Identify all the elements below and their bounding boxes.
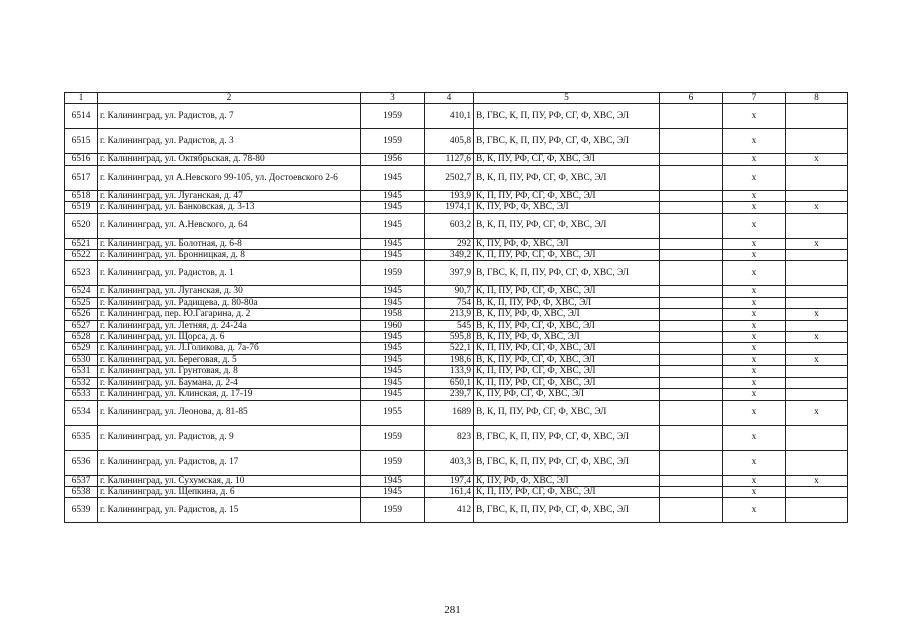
year-cell: 1945 (361, 250, 425, 261)
area-cell: 522,1 (425, 343, 474, 354)
column-7-mark: х (723, 104, 786, 129)
column-8-mark (786, 343, 848, 354)
column-7-mark: х (723, 213, 786, 238)
column-8-mark (786, 190, 848, 201)
systems-cell: К, ПУ, РФ, Ф, ХВС, ЭЛ (474, 202, 660, 213)
address-cell: г. Калининград, ул. А.Невского, д. 64 (98, 213, 361, 238)
systems-cell: В, К, П, ПУ, РФ, СГ, Ф, ХВС, ЭЛ (474, 165, 660, 190)
systems-cell: В, К, ПУ, РФ, Ф, ХВС, ЭЛ (474, 332, 660, 343)
systems-cell: В, ГВС, К, П, ПУ, РФ, СГ, Ф, ХВС, ЭЛ (474, 425, 660, 450)
column-8-mark (786, 450, 848, 475)
column-6-cell (660, 366, 723, 377)
table-row (65, 297, 848, 308)
column-6-cell (660, 450, 723, 475)
address-cell: г. Калининград, ул. Баумана, д. 2-4 (98, 377, 361, 388)
area-cell: 397,9 (425, 261, 474, 286)
column-header: 6 (660, 93, 723, 104)
year-cell: 1945 (361, 389, 425, 400)
column-6-cell (660, 400, 723, 425)
row-number: 6526 (65, 309, 98, 320)
systems-cell: К, П, ПУ, РФ, СГ, Ф, ХВС, ЭЛ (474, 250, 660, 261)
address-cell: г. Калининград, ул. Радистов, д. 1 (98, 261, 361, 286)
table-row (65, 129, 848, 154)
column-header: 5 (474, 93, 660, 104)
address-cell: г. Калининград, ул А.Невского 99-105, ул. Достоевского 2-6 (98, 165, 361, 190)
year-cell: 1959 (361, 425, 425, 450)
column-7-mark: х (723, 354, 786, 365)
address-cell: г. Калининград, ул. Радистов, д. 3 (98, 129, 361, 154)
column-6-cell (660, 309, 723, 320)
area-cell: 239,7 (425, 389, 474, 400)
column-7-mark: х (723, 475, 786, 486)
year-cell: 1959 (361, 498, 425, 523)
systems-cell: К, П, ПУ, РФ, СГ, Ф, ХВС, ЭЛ (474, 286, 660, 297)
area-cell: 161,4 (425, 486, 474, 497)
column-header: 3 (361, 93, 425, 104)
table-row (65, 486, 848, 497)
systems-cell: К, П, ПУ, РФ, СГ, Ф, ХВС, ЭЛ (474, 366, 660, 377)
address-cell: г. Калининград, ул. Бронницкая, д. 8 (98, 250, 361, 261)
year-cell: 1959 (361, 129, 425, 154)
address-cell: г. Калининград, ул. Луганская, д. 47 (98, 190, 361, 201)
address-cell: г. Калининград, ул. Банковская, д. 3-13 (98, 202, 361, 213)
year-cell: 1945 (361, 486, 425, 497)
column-8-mark (786, 320, 848, 331)
column-8-mark: х (786, 238, 848, 249)
systems-cell: В, К, ПУ, РФ, СГ, Ф, ХВС, ЭЛ (474, 354, 660, 365)
systems-cell: К, ПУ, РФ, Ф, ХВС, ЭЛ (474, 238, 660, 249)
row-number: 6531 (65, 366, 98, 377)
column-6-cell (660, 104, 723, 129)
year-cell: 1945 (361, 238, 425, 249)
systems-cell: В, ГВС, К, П, ПУ, РФ, СГ, Ф, ХВС, ЭЛ (474, 498, 660, 523)
row-number: 6524 (65, 286, 98, 297)
row-number: 6521 (65, 238, 98, 249)
year-cell: 1945 (361, 202, 425, 213)
column-8-mark (786, 425, 848, 450)
table-row (65, 104, 848, 129)
column-7-mark: х (723, 286, 786, 297)
area-cell: 213,9 (425, 309, 474, 320)
row-number: 6532 (65, 377, 98, 388)
systems-cell: К, П, ПУ, РФ, СГ, Ф, ХВС, ЭЛ (474, 343, 660, 354)
year-cell: 1945 (361, 286, 425, 297)
systems-cell: К, ПУ, РФ, Ф, ХВС, ЭЛ (474, 475, 660, 486)
column-6-cell (660, 261, 723, 286)
column-8-mark (786, 286, 848, 297)
column-6-cell (660, 354, 723, 365)
column-8-mark (786, 377, 848, 388)
table-row (65, 213, 848, 238)
systems-cell: К, ПУ, РФ, СГ, Ф, ХВС, ЭЛ (474, 389, 660, 400)
column-6-cell (660, 297, 723, 308)
systems-cell: К, П, ПУ, РФ, СГ, Ф, ХВС, ЭЛ (474, 190, 660, 201)
table-row (65, 450, 848, 475)
column-7-mark: х (723, 389, 786, 400)
table-row (65, 238, 848, 249)
row-number: 6516 (65, 154, 98, 165)
area-cell: 133,9 (425, 366, 474, 377)
row-number: 6537 (65, 475, 98, 486)
column-8-mark (786, 213, 848, 238)
column-header: 4 (425, 93, 474, 104)
area-cell: 412 (425, 498, 474, 523)
address-cell: г. Калининград, ул. Октябрьская, д. 78-80 (98, 154, 361, 165)
row-number: 6536 (65, 450, 98, 475)
row-number: 6538 (65, 486, 98, 497)
systems-cell: В, ГВС, К, П, ПУ, РФ, СГ, Ф, ХВС, ЭЛ (474, 450, 660, 475)
area-cell: 650,1 (425, 377, 474, 388)
column-6-cell (660, 165, 723, 190)
row-number: 6515 (65, 129, 98, 154)
year-cell: 1959 (361, 104, 425, 129)
register-table (64, 92, 848, 523)
column-7-mark: х (723, 238, 786, 249)
table-row (65, 354, 848, 365)
address-cell: г. Калининград, ул. Л.Голикова, д. 7а-7б (98, 343, 361, 354)
address-cell: г. Калининград, ул. Грунтовая, д. 8 (98, 366, 361, 377)
column-7-mark: х (723, 297, 786, 308)
area-cell: 1974,1 (425, 202, 474, 213)
column-7-mark: х (723, 425, 786, 450)
column-7-mark: х (723, 450, 786, 475)
column-7-mark: х (723, 190, 786, 201)
register-body (65, 104, 848, 523)
column-6-cell (660, 154, 723, 165)
systems-cell: В, К, П, ПУ, РФ, СГ, Ф, ХВС, ЭЛ (474, 213, 660, 238)
year-cell: 1945 (361, 190, 425, 201)
row-number: 6522 (65, 250, 98, 261)
year-cell: 1945 (361, 343, 425, 354)
column-7-mark: х (723, 377, 786, 388)
column-6-cell (660, 238, 723, 249)
area-cell: 193,9 (425, 190, 474, 201)
area-cell: 603,2 (425, 213, 474, 238)
column-8-mark: х (786, 400, 848, 425)
column-7-mark: х (723, 400, 786, 425)
column-header: 7 (723, 93, 786, 104)
column-7-mark: х (723, 129, 786, 154)
column-8-mark: х (786, 475, 848, 486)
row-number: 6525 (65, 297, 98, 308)
table-row (65, 475, 848, 486)
systems-cell: К, П, ПУ, РФ, СГ, Ф, ХВС, ЭЛ (474, 486, 660, 497)
area-cell: 405,8 (425, 129, 474, 154)
row-number: 6514 (65, 104, 98, 129)
address-cell: г. Калининград, ул. Щепкина, д. 6 (98, 486, 361, 497)
column-6-cell (660, 202, 723, 213)
table-row (65, 425, 848, 450)
area-cell: 349,2 (425, 250, 474, 261)
area-cell: 198,6 (425, 354, 474, 365)
column-7-mark: х (723, 202, 786, 213)
column-8-mark: х (786, 332, 848, 343)
column-6-cell (660, 250, 723, 261)
year-cell: 1945 (361, 297, 425, 308)
year-cell: 1959 (361, 450, 425, 475)
column-8-mark: х (786, 154, 848, 165)
systems-cell: В, К, ПУ, РФ, Ф, ХВС, ЭЛ (474, 309, 660, 320)
area-cell: 1127,6 (425, 154, 474, 165)
systems-cell: В, К, ПУ, РФ, СГ, Ф, ХВС, ЭЛ (474, 320, 660, 331)
column-7-mark: х (723, 250, 786, 261)
systems-cell: В, ГВС, К, П, ПУ, РФ, СГ, Ф, ХВС, ЭЛ (474, 129, 660, 154)
row-number: 6518 (65, 190, 98, 201)
table-row (65, 202, 848, 213)
address-cell: г. Калининград, ул. Летняя, д. 24-24а (98, 320, 361, 331)
column-8-mark (786, 297, 848, 308)
table-row (65, 400, 848, 425)
column-8-mark: х (786, 202, 848, 213)
systems-cell: В, К, П, ПУ, РФ, СГ, Ф, ХВС, ЭЛ (474, 400, 660, 425)
column-6-cell (660, 129, 723, 154)
column-8-mark: х (786, 354, 848, 365)
column-number-row (65, 93, 848, 104)
address-cell: г. Калининград, ул. Клинская, д. 17-19 (98, 389, 361, 400)
systems-cell: В, ГВС, К, П, ПУ, РФ, СГ, Ф, ХВС, ЭЛ (474, 261, 660, 286)
systems-cell: В, К, ПУ, РФ, СГ, Ф, ХВС, ЭЛ (474, 154, 660, 165)
area-cell: 292 (425, 238, 474, 249)
column-7-mark: х (723, 261, 786, 286)
address-cell: г. Калининград, ул. Радищева, д. 80-80а (98, 297, 361, 308)
row-number: 6517 (65, 165, 98, 190)
column-8-mark (786, 498, 848, 523)
table-row (65, 165, 848, 190)
area-cell: 595,8 (425, 332, 474, 343)
column-header: 2 (98, 93, 361, 104)
area-cell: 823 (425, 425, 474, 450)
table-row (65, 261, 848, 286)
column-8-mark (786, 389, 848, 400)
row-number: 6535 (65, 425, 98, 450)
column-7-mark: х (723, 343, 786, 354)
year-cell: 1945 (361, 366, 425, 377)
address-cell: г. Калининград, ул. Радистов, д. 7 (98, 104, 361, 129)
column-8-mark (786, 165, 848, 190)
column-8-mark (786, 366, 848, 377)
table-row (65, 154, 848, 165)
address-cell: г. Калининград, ул. Луганская, д. 30 (98, 286, 361, 297)
column-header: 1 (65, 93, 98, 104)
row-number: 6539 (65, 498, 98, 523)
area-cell: 410,1 (425, 104, 474, 129)
area-cell: 403,3 (425, 450, 474, 475)
row-number: 6533 (65, 389, 98, 400)
row-number: 6520 (65, 213, 98, 238)
area-cell: 545 (425, 320, 474, 331)
column-8-mark (786, 486, 848, 497)
page-number: 281 (444, 604, 461, 616)
table-row (65, 498, 848, 523)
area-cell: 1689 (425, 400, 474, 425)
column-7-mark: х (723, 154, 786, 165)
table-row (65, 332, 848, 343)
column-8-mark (786, 104, 848, 129)
address-cell: г. Калининград, ул. Леонова, д. 81-85 (98, 400, 361, 425)
year-cell: 1945 (361, 377, 425, 388)
table-row (65, 377, 848, 388)
column-7-mark: х (723, 366, 786, 377)
table-row (65, 286, 848, 297)
column-8-mark (786, 129, 848, 154)
column-6-cell (660, 389, 723, 400)
table-row (65, 320, 848, 331)
row-number: 6527 (65, 320, 98, 331)
row-number: 6528 (65, 332, 98, 343)
systems-cell: В, К, П, ПУ, РФ, Ф, ХВС, ЭЛ (474, 297, 660, 308)
table-row (65, 366, 848, 377)
column-6-cell (660, 213, 723, 238)
address-cell: г. Калининград, пер. Ю.Гагарина, д. 2 (98, 309, 361, 320)
table-row (65, 309, 848, 320)
column-6-cell (660, 286, 723, 297)
column-7-mark: х (723, 165, 786, 190)
column-6-cell (660, 475, 723, 486)
column-6-cell (660, 425, 723, 450)
column-8-mark (786, 250, 848, 261)
column-8-mark: х (786, 309, 848, 320)
table-row (65, 250, 848, 261)
row-number: 6534 (65, 400, 98, 425)
year-cell: 1958 (361, 309, 425, 320)
year-cell: 1945 (361, 475, 425, 486)
area-cell: 754 (425, 297, 474, 308)
area-cell: 2502,7 (425, 165, 474, 190)
year-cell: 1945 (361, 213, 425, 238)
year-cell: 1959 (361, 261, 425, 286)
column-7-mark: х (723, 309, 786, 320)
year-cell: 1945 (361, 165, 425, 190)
row-number: 6523 (65, 261, 98, 286)
column-6-cell (660, 190, 723, 201)
address-cell: г. Калининград, ул. Береговая, д. 5 (98, 354, 361, 365)
column-6-cell (660, 498, 723, 523)
column-6-cell (660, 486, 723, 497)
column-header: 8 (786, 93, 848, 104)
year-cell: 1945 (361, 354, 425, 365)
column-7-mark: х (723, 498, 786, 523)
table-row (65, 389, 848, 400)
row-number: 6530 (65, 354, 98, 365)
table-row (65, 343, 848, 354)
year-cell: 1960 (361, 320, 425, 331)
column-6-cell (660, 377, 723, 388)
systems-cell: К, П, ПУ, РФ, СГ, Ф, ХВС, ЭЛ (474, 377, 660, 388)
column-7-mark: х (723, 332, 786, 343)
address-cell: г. Калининград, ул. Радистов, д. 9 (98, 425, 361, 450)
row-number: 6529 (65, 343, 98, 354)
year-cell: 1945 (361, 332, 425, 343)
address-cell: г. Калининград, ул. Болотная, д. 6-8 (98, 238, 361, 249)
systems-cell: В, ГВС, К, П, ПУ, РФ, СГ, Ф, ХВС, ЭЛ (474, 104, 660, 129)
address-cell: г. Калининград, ул. Радистов, д. 17 (98, 450, 361, 475)
table-row (65, 190, 848, 201)
address-cell: г. Калининград, ул. Щорса, д. 6 (98, 332, 361, 343)
row-number: 6519 (65, 202, 98, 213)
column-8-mark (786, 261, 848, 286)
year-cell: 1955 (361, 400, 425, 425)
area-cell: 90,7 (425, 286, 474, 297)
column-6-cell (660, 343, 723, 354)
column-6-cell (660, 320, 723, 331)
address-cell: г. Калининград, ул. Сухумская, д. 10 (98, 475, 361, 486)
area-cell: 197,4 (425, 475, 474, 486)
column-7-mark: х (723, 486, 786, 497)
address-cell: г. Калининград, ул. Радистов, д. 15 (98, 498, 361, 523)
column-6-cell (660, 332, 723, 343)
column-7-mark: х (723, 320, 786, 331)
year-cell: 1956 (361, 154, 425, 165)
